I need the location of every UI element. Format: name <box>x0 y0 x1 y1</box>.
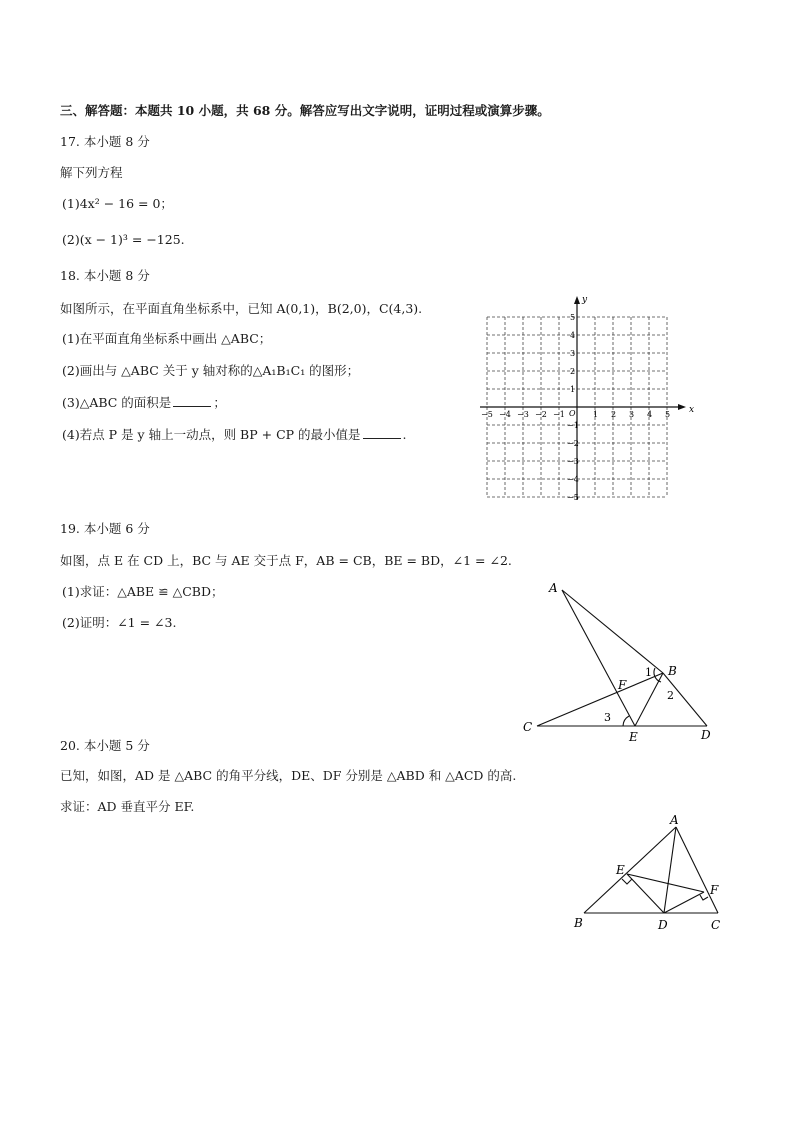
point-b-label: B <box>668 664 677 678</box>
point-b-label: B <box>574 916 583 930</box>
q18-part3-end: ； <box>213 395 226 410</box>
angle-3-label: 3 <box>604 711 611 724</box>
point-f-label: F <box>618 678 627 692</box>
q18-part4-text: (4)若点 P 是 y 轴上一动点，则 BP + CP 的最小值是 <box>62 427 361 442</box>
right-angle-e <box>622 879 632 884</box>
segment-df <box>664 892 704 913</box>
segment-cb <box>537 673 663 726</box>
right-angle-f <box>700 895 708 900</box>
angle-2-label: 2 <box>667 689 674 702</box>
x-axis-arrow <box>678 404 686 410</box>
q17-prompt: 解下列方程 <box>60 165 123 180</box>
y-tick-label: 5 <box>570 313 576 322</box>
point-c-label: C <box>711 918 721 932</box>
point-d-label: D <box>658 918 668 932</box>
q18-part2: (2)画出与 △ABC 关于 y 轴对称的△A₁B₁C₁ 的图形； <box>62 363 360 378</box>
y-tick-label: −1 <box>567 421 579 430</box>
x-tick-label: 5 <box>665 410 671 419</box>
x-tick-label: −5 <box>481 410 493 419</box>
segment-ac <box>676 827 718 913</box>
segment-ad <box>664 827 676 913</box>
point-a-label: A <box>670 813 679 827</box>
x-tick-label: −4 <box>499 410 511 419</box>
q20-figure <box>570 812 730 937</box>
y-tick-label: 2 <box>570 367 576 376</box>
q19-part2: (2)证明：∠1 = ∠3. <box>62 615 177 630</box>
q19-figure <box>515 578 725 748</box>
x-tick-label: 3 <box>629 410 635 419</box>
origin-label: O <box>569 409 576 418</box>
q19-part1: (1)求证：△ABE ≌ △CBD； <box>62 584 224 599</box>
q18-part3-text: (3)△ABC 的面积是 <box>62 395 172 410</box>
q18-part3-blank[interactable] <box>173 395 211 407</box>
angle-mark-e <box>623 716 629 726</box>
x-tick-label: 4 <box>647 410 653 419</box>
x-axis-label: x <box>689 405 695 415</box>
coordinate-grid <box>480 292 700 504</box>
y-tick-label: −2 <box>567 439 579 448</box>
y-axis-label: y <box>582 295 588 305</box>
point-d-label: D <box>701 728 711 742</box>
y-tick-label: 3 <box>570 349 576 358</box>
segment-ae <box>562 590 635 726</box>
y-tick-label: 1 <box>570 385 576 394</box>
q18-part3 <box>62 395 226 411</box>
segment-ab <box>562 590 663 673</box>
q17-part1: (1)4x² − 16 = 0； <box>62 196 173 211</box>
y-tick-label: −3 <box>567 457 579 466</box>
q20-claim: 求证：AD 垂直平分 EF. <box>60 799 195 814</box>
q17-title: 17. 本小题 8 分 <box>60 134 150 149</box>
point-c-label: C <box>523 720 533 734</box>
q20-title: 20. 本小题 5 分 <box>60 738 150 753</box>
q18-part1: (1)在平面直角坐标系中画出 △ABC； <box>62 331 272 346</box>
x-tick-label: −2 <box>535 410 547 419</box>
q18-part4-blank[interactable] <box>363 427 401 439</box>
segment-ab <box>584 827 676 913</box>
x-tick-label: 1 <box>593 410 599 419</box>
y-tick-label: 4 <box>570 331 576 340</box>
q18-title: 18. 本小题 8 分 <box>60 268 150 283</box>
x-tick-label: −3 <box>517 410 529 419</box>
q20-prompt: 已知，如图，AD 是 △ABC 的角平分线，DE、DF 分别是 △ABD 和 △ACD 的高. <box>60 768 517 783</box>
y-axis-arrow <box>574 296 580 304</box>
point-a-label: A <box>549 581 558 595</box>
q18-part4 <box>62 427 407 443</box>
point-e-label: E <box>629 730 638 744</box>
x-tick-label: −1 <box>553 410 565 419</box>
section-heading: 三、解答题：本题共 10 小题，共 68 分。解答应写出文字说明，证明过程或演算步骤。 <box>60 103 550 118</box>
point-f-label: F <box>710 883 719 897</box>
segment-ef <box>627 874 704 892</box>
q18-prompt: 如图所示，在平面直角坐标系中，已知 A(0,1)，B(2,0)，C(4,3). <box>60 301 423 316</box>
x-tick-label: 2 <box>611 410 617 419</box>
point-e-label: E <box>616 863 625 877</box>
q19-title: 19. 本小题 6 分 <box>60 521 150 536</box>
q19-prompt: 如图，点 E 在 CD 上，BC 与 AE 交于点 F，AB = CB，BE = BD，∠1 = ∠2. <box>60 553 512 568</box>
y-tick-label: −5 <box>567 493 579 502</box>
y-tick-label: −4 <box>567 475 579 484</box>
angle-1-label: 1 <box>645 666 652 679</box>
q18-part4-end: . <box>402 427 407 442</box>
q17-part2: (2)(x − 1)³ = −125. <box>62 232 185 247</box>
segment-de <box>627 874 664 913</box>
